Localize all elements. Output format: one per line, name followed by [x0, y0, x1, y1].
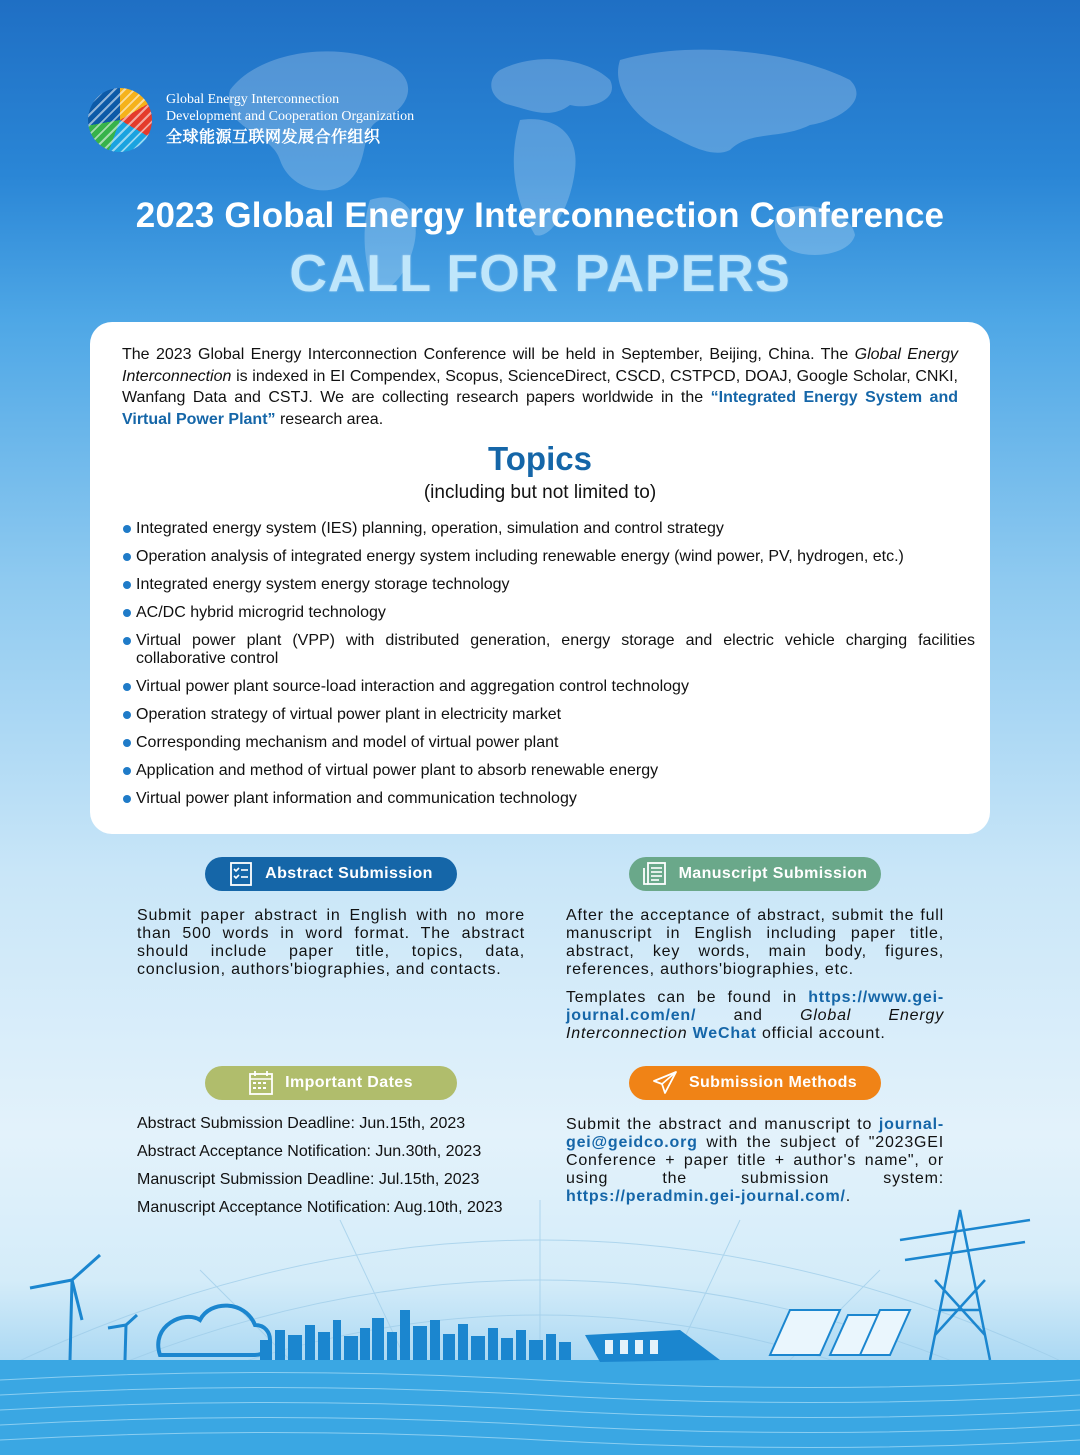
abstract-submission-text: Submit paper abstract in English with no more than 500 words in word format. The abstract should include paper title, topics, data, conclusion, authors'biographies, and contacts. [137, 907, 525, 978]
topics-list [123, 520, 975, 818]
date-item: Abstract Submission Deadline: Jun.15th, 2023 [137, 1115, 466, 1132]
templates-journal-name: Global Energy Interconnection [566, 1007, 944, 1042]
topics-subtitle: (including but not limited to) [423, 482, 657, 503]
date-item: Manuscript Acceptance Notification: Aug.10th, 2023 [137, 1199, 503, 1216]
topic-item: Integrated energy system energy storage technology [123, 576, 975, 594]
submission-system-link[interactable]: https://peradmin.gei-journal.com/ [566, 1188, 846, 1205]
intro-paragraph [122, 344, 958, 430]
energy-landscape-illustration [0, 1150, 1080, 1455]
intro-text-2: is indexed in EI Compendex, Scopus, ScienceDirect, CSCD, CSTPCD, DOAJ, Google Scholar, CNKI, Wanfang Data and CSTJ. We are collecting research papers worldwide in the [122, 367, 958, 406]
templates-post: official account. [756, 1025, 886, 1042]
topic-item: Virtual power plant (VPP) with distributed generation, energy storage and electric vehicle charging facilities collaborative control [123, 632, 975, 668]
submission-methods-label: Submission Methods [688, 1074, 858, 1091]
topics-title: Topics [488, 440, 592, 477]
topic-item: Operation analysis of integrated energy system including renewable energy (wind power, PV, hydrogen, etc.) [123, 548, 975, 566]
methods-mid: with the subject of "2023GEI Conference + paper title + author's name", or using the submission system: [566, 1134, 944, 1187]
topic-item: Virtual power plant information and communication technology [123, 790, 975, 808]
submission-email-link[interactable]: journal-gei@geidco.org [566, 1116, 944, 1151]
topic-item: AC/DC hybrid microgrid technology [123, 604, 975, 622]
globe-logo-icon [88, 88, 152, 152]
important-dates-label: Important Dates [285, 1074, 413, 1091]
topic-item: Application and method of virtual power plant to absorb renewable energy [123, 762, 975, 780]
logo-english-line-1: Global Energy Interconnection [166, 92, 340, 107]
topic-item: Operation strategy of virtual power plant in electricity market [123, 706, 975, 724]
submission-methods-badge [629, 1066, 881, 1100]
manuscript-submission-badge [629, 857, 881, 891]
call-for-papers-heading: CALL FOR PAPERS [289, 245, 791, 303]
templates-pre: Templates can be found in [566, 989, 809, 1006]
intro-text-1: The 2023 Global Energy Interconnection Conference will be held in September, Beijing, China. The [122, 346, 855, 363]
manuscript-submission-label: Manuscript Submission [678, 865, 868, 882]
document-icon [643, 862, 667, 886]
journal-name: Global Energy Interconnection [122, 346, 959, 385]
checklist-icon [229, 862, 253, 886]
intro-text-3: research area. [275, 410, 384, 428]
geidco-logo [88, 88, 414, 152]
logo-english-line-2: Development and Cooperation Organization [166, 109, 415, 124]
abstract-submission-badge [205, 857, 457, 891]
abstract-submission-label: Abstract Submission [265, 865, 433, 882]
research-area: “Integrated Energy System and Virtual Power Plant” [122, 389, 958, 428]
methods-post: . [845, 1188, 852, 1205]
topic-item: Integrated energy system (IES) planning, operation, simulation and control strategy [123, 520, 975, 538]
templates-text [566, 989, 944, 1043]
calendar-icon [249, 1071, 273, 1095]
manuscript-submission-text: After the acceptance of abstract, submit the full manuscript in English including paper title, abstract, key words, main body, figures, references, authors'biographies, etc. [566, 907, 944, 978]
wechat-label: WeChat [692, 1025, 757, 1042]
conference-title: 2023 Global Energy Interconnection Conference [135, 196, 945, 235]
topic-item: Virtual power plant source-load interaction and aggregation control technology [123, 678, 975, 696]
topics-card [90, 322, 990, 834]
logo-chinese-name: 全球能源互联网发展合作组织 [166, 129, 381, 146]
topic-item: Corresponding mechanism and model of virtual power plant [123, 734, 975, 752]
methods-pre: Submit the abstract and manuscript to [566, 1116, 879, 1133]
templates-link[interactable]: https://www.gei-journal.com/en/ [566, 989, 944, 1024]
paper-plane-icon [653, 1071, 677, 1095]
date-item: Manuscript Submission Deadline: Jul.15th, 2023 [137, 1171, 480, 1188]
important-dates-badge [205, 1066, 457, 1100]
date-item: Abstract Acceptance Notification: Jun.30th, 2023 [137, 1143, 482, 1160]
templates-mid: and [696, 1007, 801, 1024]
